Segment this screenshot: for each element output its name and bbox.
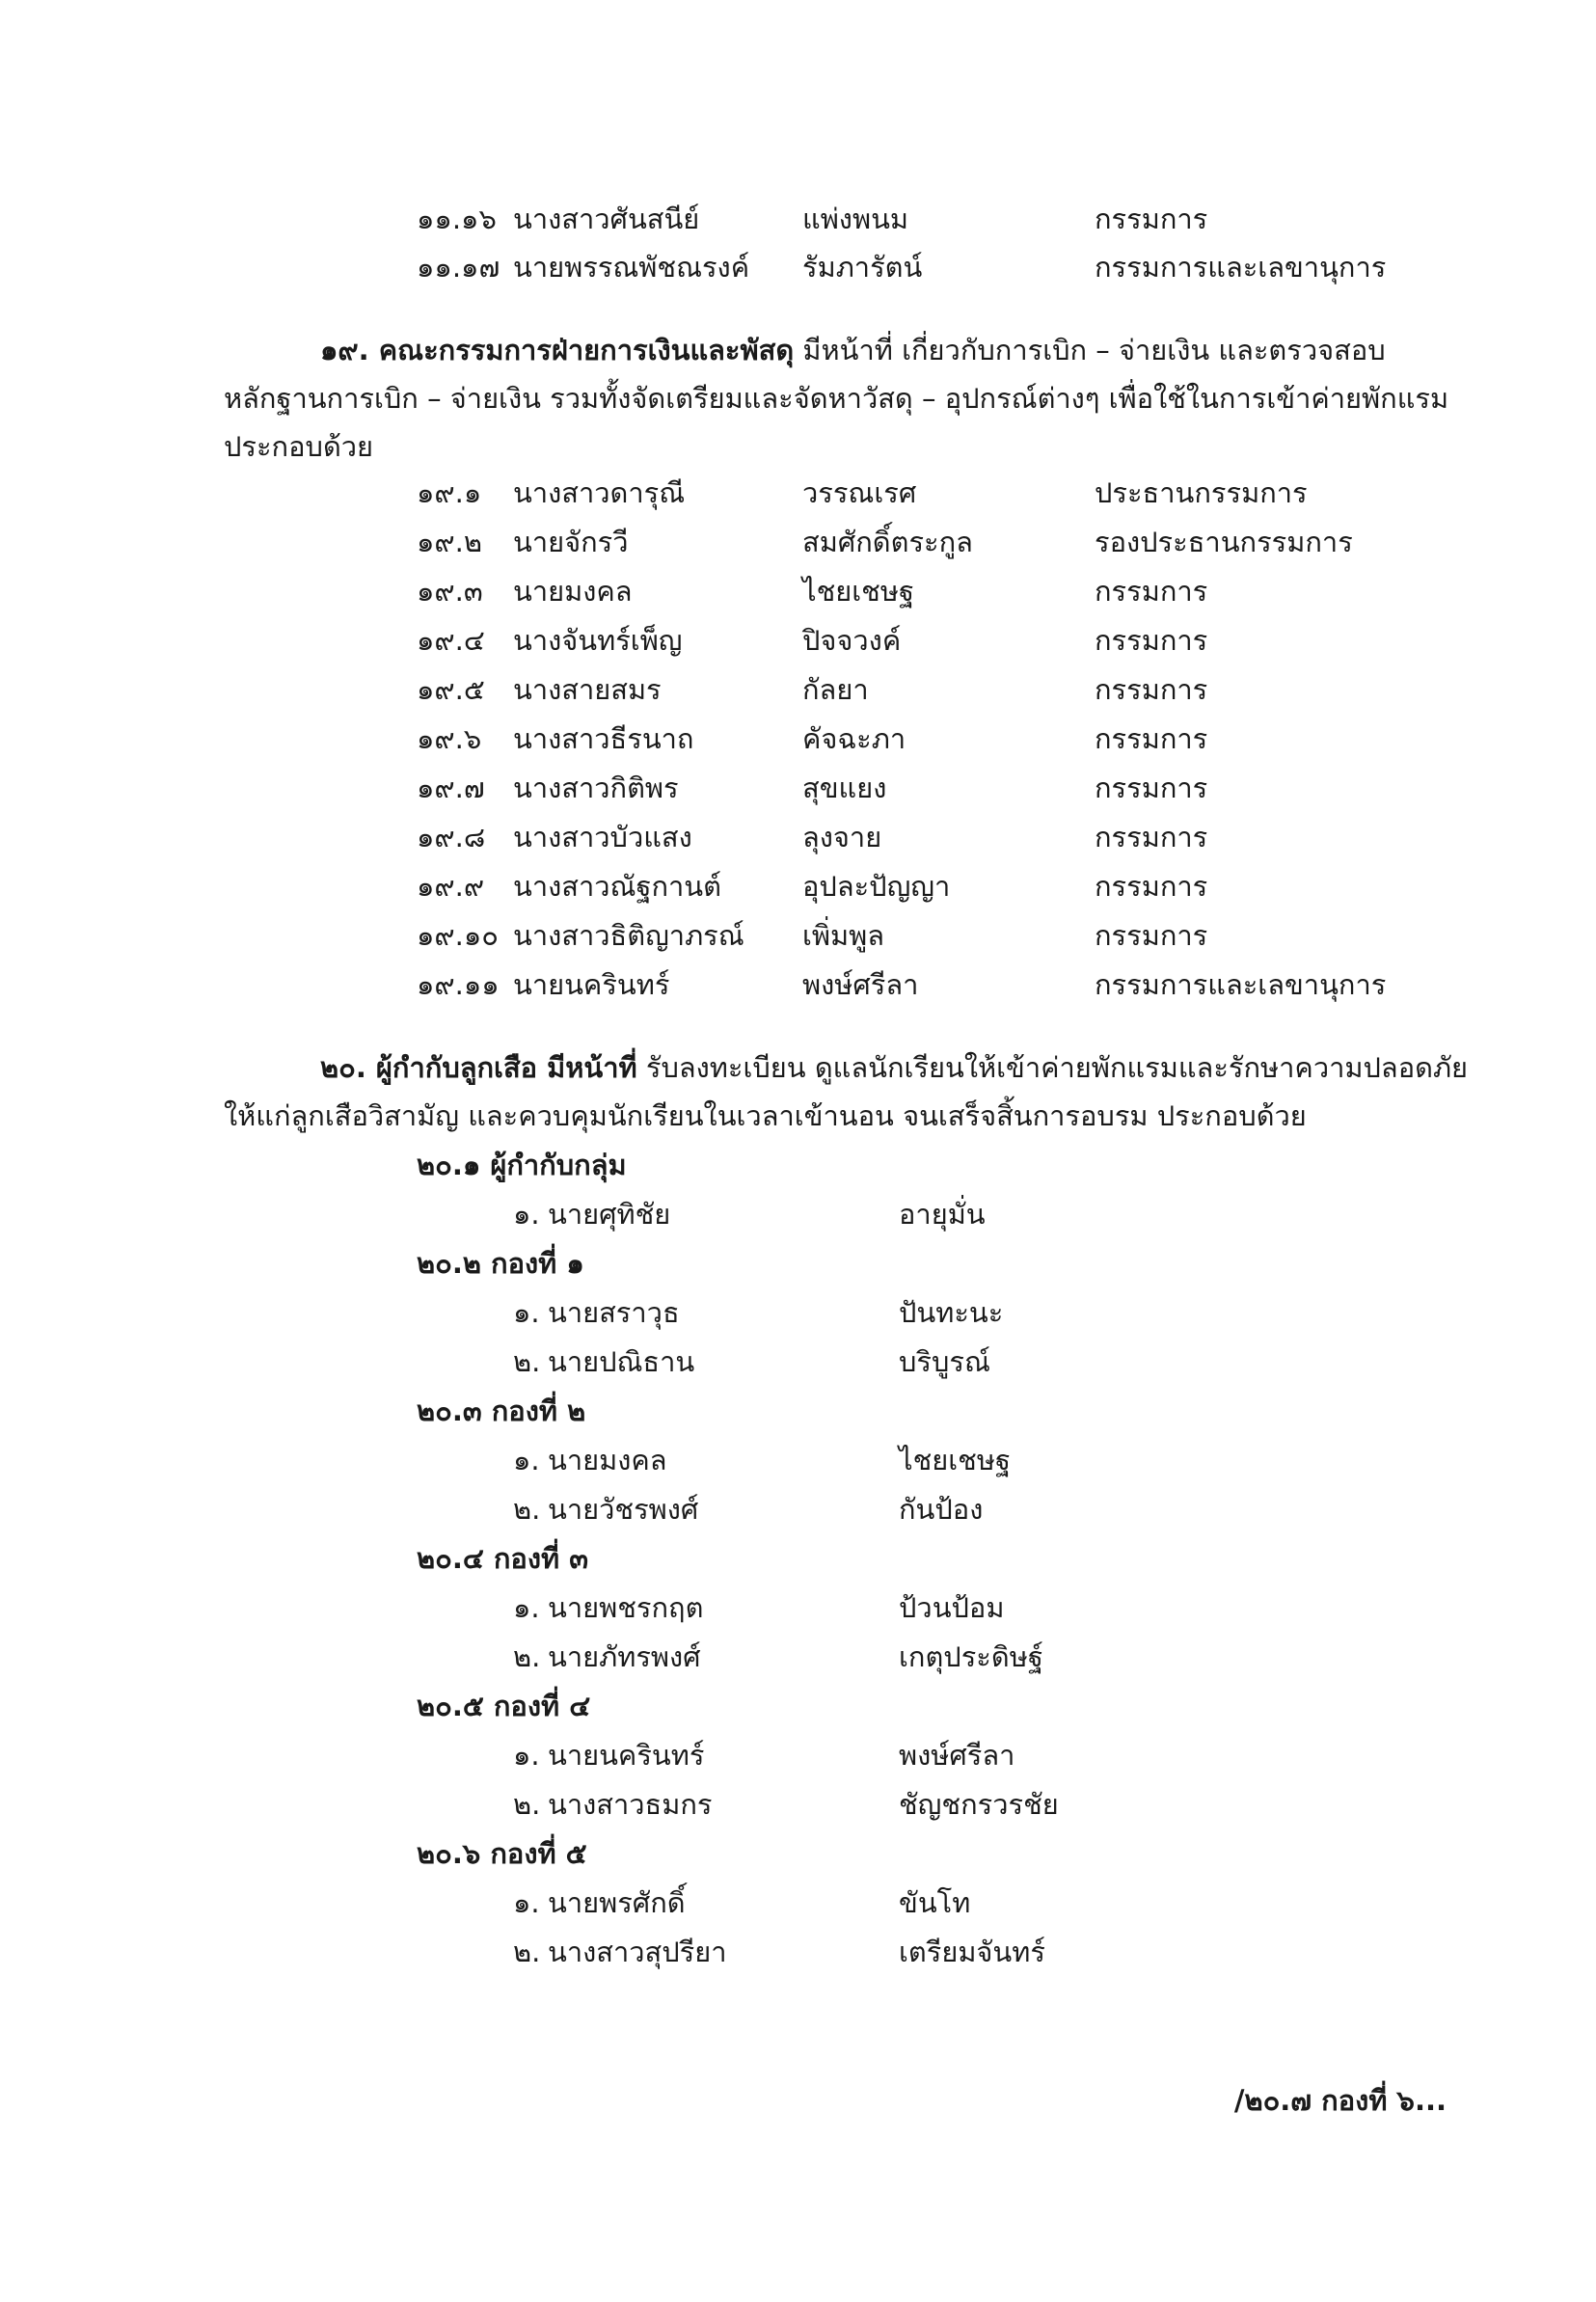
member-no: ๑๙.๔ [417, 624, 485, 657]
member-first-name: นางสาวดารุณี [513, 476, 686, 509]
group-title: ๒๐.๓ กองที่ ๒ [417, 1395, 586, 1427]
section-19-duty: มีหน้าที่ เกี่ยวกับการเบิก – จ่ายเงิน และตรวจสอบ [794, 334, 1386, 366]
member-first-name: นางสาวธมกร [548, 1788, 713, 1821]
member-role: กรรมการ [1095, 772, 1208, 804]
group-title: ๒๐.๖ กองที่ ๕ [417, 1837, 587, 1870]
member-first-name: นายพชรกฤต [548, 1591, 704, 1624]
member-role: กรรมการ [1095, 870, 1208, 903]
group-member-row [0, 1636, 1596, 1678]
group-member-row [0, 1586, 1596, 1629]
member-first-name: นายนครินทร์ [513, 968, 670, 1001]
member-last-name: คัจฉะภา [802, 722, 906, 755]
member-role: รองประธานกรรมการ [1095, 526, 1353, 558]
member-row [0, 767, 1596, 809]
member-last-name: ลุงจาย [802, 821, 882, 853]
member-no: ๑๙.๕ [417, 673, 485, 706]
member-last-name: ไชยเชษฐ [899, 1444, 1011, 1476]
member-row-11-16 [0, 198, 1596, 240]
section-20-heading: ๒๐. ผู้กำกับลูกเสือ มีหน้าที่ [320, 1051, 637, 1084]
section-20-paragraph [224, 1043, 1468, 1140]
member-no: ๑๙.๗ [417, 772, 485, 804]
member-first-name: นางสาวกิติพร [513, 772, 679, 804]
member-row [0, 472, 1596, 514]
section-20-duty: รับลงทะเบียน ดูแลนักเรียนให้เข้าค่ายพักแรมและรักษาความปลอดภัย [636, 1051, 1469, 1084]
member-last-name: พงษ์ศรีลา [802, 968, 919, 1001]
member-first-name: นายวัชรพงศ์ [548, 1493, 699, 1526]
member-first-name: นางจันทร์เพ็ญ [513, 624, 683, 657]
group-member-row [0, 1341, 1596, 1383]
section-19-line-3: ประกอบด้วย [224, 430, 374, 463]
member-last-name: กัลยา [802, 673, 869, 706]
member-no: ๑. [513, 1444, 540, 1476]
member-no: ๑. [513, 1739, 540, 1772]
member-row [0, 570, 1596, 612]
member-no: ๒. [513, 1936, 541, 1968]
member-last-name: พงษ์ศรีลา [899, 1739, 1015, 1772]
member-last-name: เตรียมจันทร์ [899, 1936, 1045, 1968]
section-19-line-1 [320, 326, 1448, 374]
member-no: ๑. [513, 1296, 540, 1329]
group-member-row [0, 1488, 1596, 1530]
member-last-name: เกตุประดิษฐ์ [899, 1640, 1043, 1673]
member-no: ๑. [513, 1886, 540, 1919]
member-first-name: นายนครินทร์ [548, 1739, 705, 1772]
member-last-name: ปันทะนะ [899, 1296, 1004, 1329]
member-no: ๑๙.๑๑ [417, 968, 500, 1001]
member-no: ๑๑.๑๖ [417, 203, 497, 235]
member-no: ๒. [513, 1788, 541, 1821]
member-row [0, 963, 1596, 1006]
member-no: ๑๙.๓ [417, 575, 483, 608]
group-member-row [0, 1882, 1596, 1924]
member-row [0, 914, 1596, 957]
group-member-row [0, 1931, 1596, 1973]
member-no: ๑๙.๙ [417, 870, 485, 903]
member-no: ๒. [513, 1493, 541, 1526]
section-19-heading: ๑๙. คณะกรรมการฝ่ายการเงินและพัสดุ [320, 334, 795, 366]
member-first-name: นายพรรณพัชณรงค์ [513, 251, 750, 284]
section-19-line-2: หลักฐานการเบิก – จ่ายเงิน รวมทั้งจัดเตรียมและจัดหาวัสดุ – อุปกรณ์ต่างๆ เพื่อใช้ในการเข้าค่ายพักแรม [224, 382, 1449, 415]
section-20-line-2: ให้แก่ลูกเสือวิสามัญ และควบคุมนักเรียนในเวลาเข้านอน จนเสร็จสิ้นการอบรม ประกอบด้วย [224, 1099, 1307, 1132]
member-first-name: นางสาวธีรนาถ [513, 722, 694, 755]
member-row [0, 619, 1596, 662]
group-member-row [0, 1783, 1596, 1826]
group-title: ๒๐.๒ กองที่ ๑ [417, 1247, 584, 1280]
member-role: กรรมการ [1095, 919, 1208, 952]
member-last-name: วรรณเรศ [802, 476, 917, 509]
member-row [0, 865, 1596, 907]
member-last-name: กันป้อง [899, 1493, 984, 1526]
member-last-name: บริบูรณ์ [899, 1345, 990, 1378]
member-first-name: นายสราวุธ [548, 1296, 680, 1329]
member-first-name: นายพรศักดิ์ [548, 1886, 686, 1919]
page-continuation-marker: /๒๐.๗ กองที่ ๖... [1233, 2084, 1447, 2117]
member-role: กรรมการ [1095, 575, 1208, 608]
member-no: ๑๑.๑๗ [417, 251, 500, 284]
member-last-name: ชัญชกรวรชัย [899, 1788, 1059, 1821]
member-no: ๒. [513, 1640, 541, 1673]
group-title: ๒๐.๑ ผู้กำกับกลุ่ม [417, 1149, 627, 1181]
member-first-name: นางสาวศันสนีย์ [513, 203, 700, 235]
member-first-name: นางสาวณัฐกานต์ [513, 870, 721, 903]
member-last-name: เพิ่มพูล [802, 919, 885, 952]
member-row-11-17 [0, 246, 1596, 288]
member-first-name: นางสาวสุปรียา [548, 1936, 727, 1968]
member-first-name: นายจักรวี [513, 526, 629, 558]
member-first-name: นายมงคล [548, 1444, 667, 1476]
group-member-row [0, 1734, 1596, 1776]
member-row [0, 668, 1596, 711]
member-no: ๑๙.๑๐ [417, 919, 499, 952]
member-first-name: นางสาวบัวแสง [513, 821, 692, 853]
member-no: ๑๙.๘ [417, 821, 486, 853]
member-role: กรรมการ [1095, 624, 1208, 657]
member-role: กรรมการ [1095, 821, 1208, 853]
member-last-name: อุปละปัญญา [802, 870, 951, 903]
member-last-name: แพ่งพนม [802, 203, 909, 235]
group-title: ๒๐.๔ กองที่ ๓ [417, 1542, 589, 1575]
group-member-row [0, 1193, 1596, 1235]
section-19-paragraph [224, 326, 1448, 471]
member-no: ๑. [513, 1591, 540, 1624]
member-no: ๑๙.๑ [417, 476, 482, 509]
member-first-name: นายภัทรพงศ์ [548, 1640, 701, 1673]
member-first-name: นายศุทิชัย [548, 1198, 671, 1231]
member-first-name: นางสาวธิติญาภรณ์ [513, 919, 744, 952]
member-first-name: นางสายสมร [513, 673, 662, 706]
member-no: ๑. [513, 1198, 540, 1231]
member-last-name: สุขแยง [802, 772, 887, 804]
member-last-name: รัมภารัตน์ [802, 251, 923, 284]
member-role: กรรมการ [1095, 673, 1208, 706]
member-last-name: ขันโท [899, 1886, 971, 1919]
member-last-name: ป้วนป้อม [899, 1591, 1005, 1624]
member-last-name: ไชยเชษฐ [802, 575, 914, 608]
member-role: ประธานกรรมการ [1095, 476, 1308, 509]
member-first-name: นายปณิธาน [548, 1345, 695, 1378]
member-first-name: นายมงคล [513, 575, 633, 608]
member-role: กรรมการและเลขานุการ [1095, 968, 1387, 1001]
member-role: กรรมการ [1095, 722, 1208, 755]
member-role: กรรมการและเลขานุการ [1095, 251, 1387, 284]
member-last-name: ปิจจวงค์ [802, 624, 902, 657]
member-row [0, 521, 1596, 563]
member-no: ๑๙.๒ [417, 526, 482, 558]
member-no: ๑๙.๖ [417, 722, 482, 755]
group-title: ๒๐.๕ กองที่ ๔ [417, 1690, 591, 1722]
group-member-row [0, 1439, 1596, 1481]
member-last-name: สมศักดิ์ตระกูล [802, 526, 973, 558]
group-member-row [0, 1291, 1596, 1334]
section-20-line-1 [320, 1043, 1468, 1092]
member-row [0, 816, 1596, 858]
member-no: ๒. [513, 1345, 541, 1378]
member-last-name: อายุมั่น [899, 1198, 986, 1231]
member-role: กรรมการ [1095, 203, 1208, 235]
member-row [0, 718, 1596, 760]
